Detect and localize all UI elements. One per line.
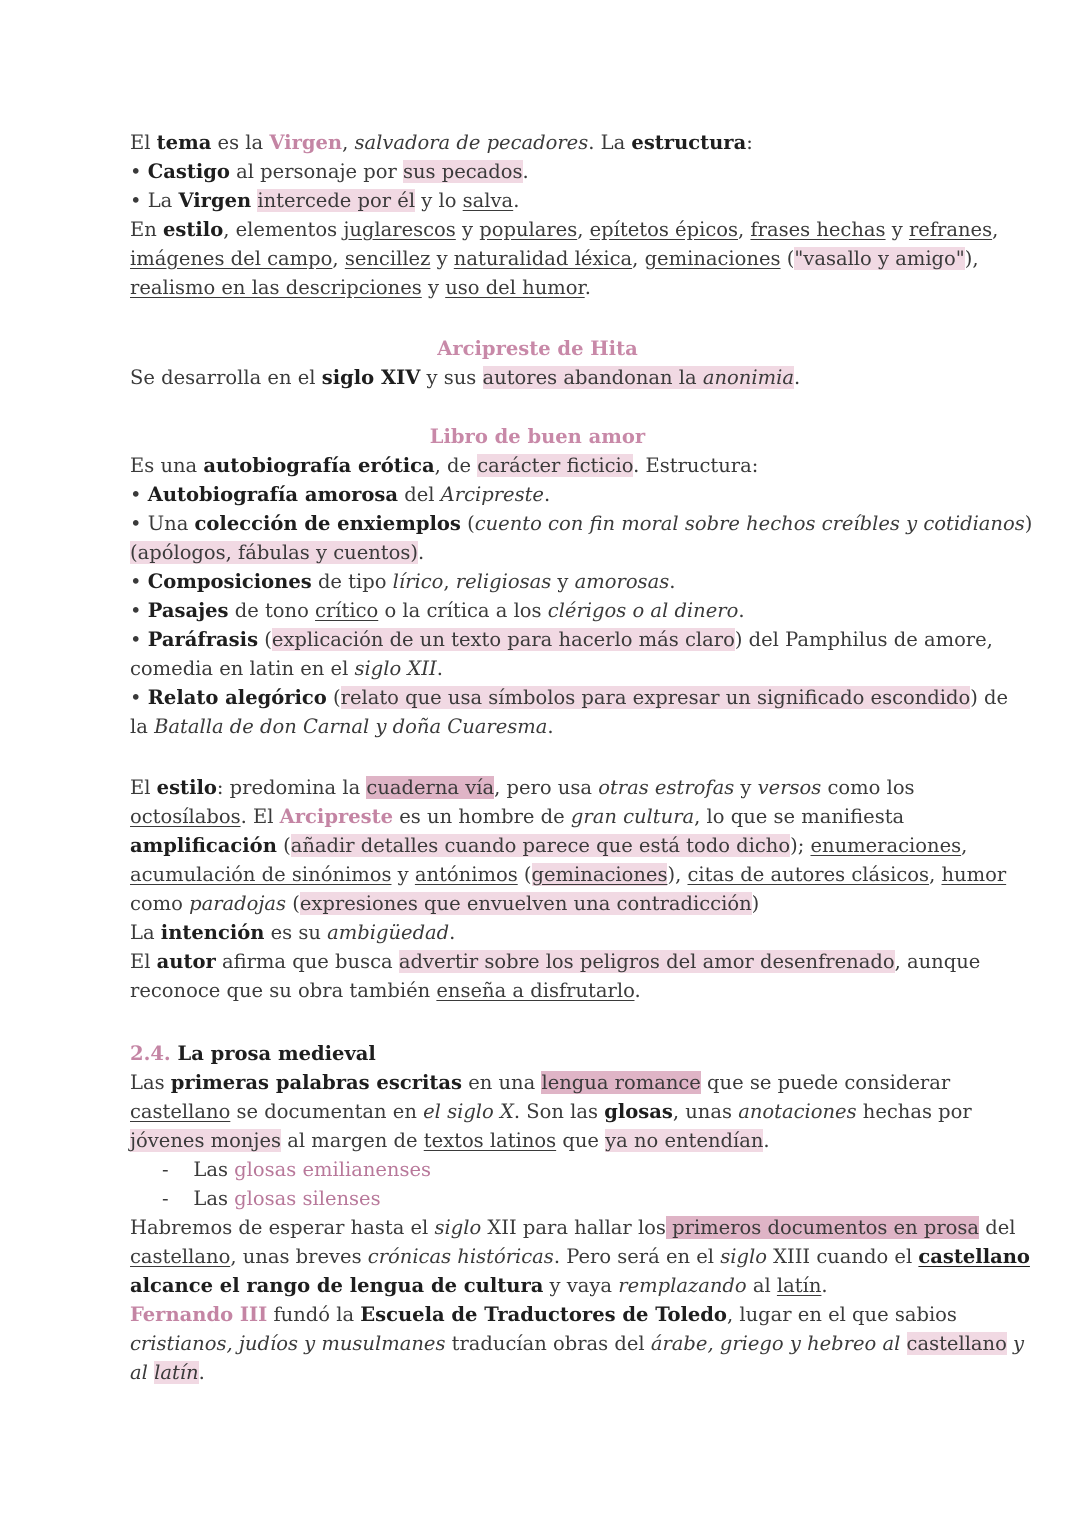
paragraph-line: La intención es su ambigüedad. [130,921,456,944]
paragraph-line: octosílabos. El Arcipreste es un hombre de gran cultura, lo que se manifiesta [130,805,905,828]
paragraph-line: cristianos, judíos y musulmanes traducían obras del árabe, griego y hebreo al castellano y [130,1332,1025,1355]
dash-list-item: - Las glosas emilianenses [162,1158,432,1181]
paragraph-line: Se desarrolla en el siglo XIV y sus autores abandonan la anonimia. [130,366,801,389]
paragraph-line: imágenes del campo, sencillez y naturalidad léxica, geminaciones ("vasallo y amigo"), [130,247,979,270]
dash-list-item: - Las glosas silenses [162,1187,381,1210]
paragraph-line: castellano, unas breves crónicas históricas. Pero será en el siglo XIII cuando el castellano [130,1245,1030,1268]
paragraph-line: El autor afirma que busca advertir sobre los peligros del amor desenfrenado, aunque [130,950,981,973]
paragraph-line: realismo en las descripciones y uso del humor. [130,276,591,299]
bullet-item: • Composiciones de tipo lírico, religiosas y amorosas. [130,570,676,593]
bullet-item: • Castigo al personaje por sus pecados. [130,160,529,183]
paragraph-line: Fernando III fundó la Escuela de Traductores de Toledo, lugar en el que sabios [130,1303,957,1326]
paragraph-line: al latín. [130,1361,205,1384]
paragraph-line: El estilo: predomina la cuaderna vía, pero usa otras estrofas y versos como los [130,776,915,799]
paragraph-line: jóvenes monjes al margen de textos latinos que ya no entendían. [130,1129,770,1152]
section-title-arcipreste: Arcipreste de Hita [437,337,638,360]
bullet-item: • Relato alegórico (relato que usa símbolos para expresar un significado escondido) de [130,686,1009,709]
paragraph-line: En estilo, elementos juglarescos y populares, epítetos épicos, frases hechas y refranes, [130,218,999,241]
paragraph-line: comedia en latin en el siglo XII. [130,657,443,680]
bullet-item: • Paráfrasis (explicación de un texto para hacerlo más claro) del Pamphilus de amore, [130,628,993,651]
section-title-libro: Libro de buen amor [429,425,646,448]
paragraph-line: la Batalla de don Carnal y doña Cuaresma. [130,715,554,738]
bullet-item: • La Virgen intercede por él y lo salva. [130,189,520,212]
paragraph-line: Habremos de esperar hasta el siglo XII para hallar los primeros documentos en prosa del [130,1216,1016,1239]
bullet-item: • Pasajes de tono crítico o la crítica a los clérigos o al dinero. [130,599,745,622]
paragraph-line: reconoce que su obra también enseña a disfrutarlo. [130,979,641,1002]
paragraph-line: alcance el rango de lengua de cultura y vaya remplazando al latín. [130,1274,828,1297]
paragraph-line: (apólogos, fábulas y cuentos). [130,541,425,564]
paragraph-line: amplificación (añadir detalles cuando parece que está todo dicho); enumeraciones, [130,834,968,857]
bullet-item: • Una colección de enxiemplos (cuento con fin moral sobre hechos creíbles y cotidianos) [130,512,1033,535]
paragraph-line: castellano se documentan en el siglo X. Son las glosas, unas anotaciones hechas por [130,1100,972,1123]
paragraph-line: Las primeras palabras escritas en una lengua romance que se puede considerar [130,1071,951,1094]
section-heading-prosa: 2.4. La prosa medieval [130,1042,376,1065]
paragraph-line: acumulación de sinónimos y antónimos (geminaciones), citas de autores clásicos, humor [130,863,1007,886]
bullet-item: • Autobiografía amorosa del Arcipreste. [130,483,551,506]
paragraph-line: como paradojas (expresiones que envuelven una contradicción) [130,892,760,915]
paragraph-line: Es una autobiografía erótica, de carácter ficticio. Estructura: [130,454,759,477]
paragraph-line: El tema es la Virgen, salvadora de pecadores. La estructura: [130,131,753,154]
